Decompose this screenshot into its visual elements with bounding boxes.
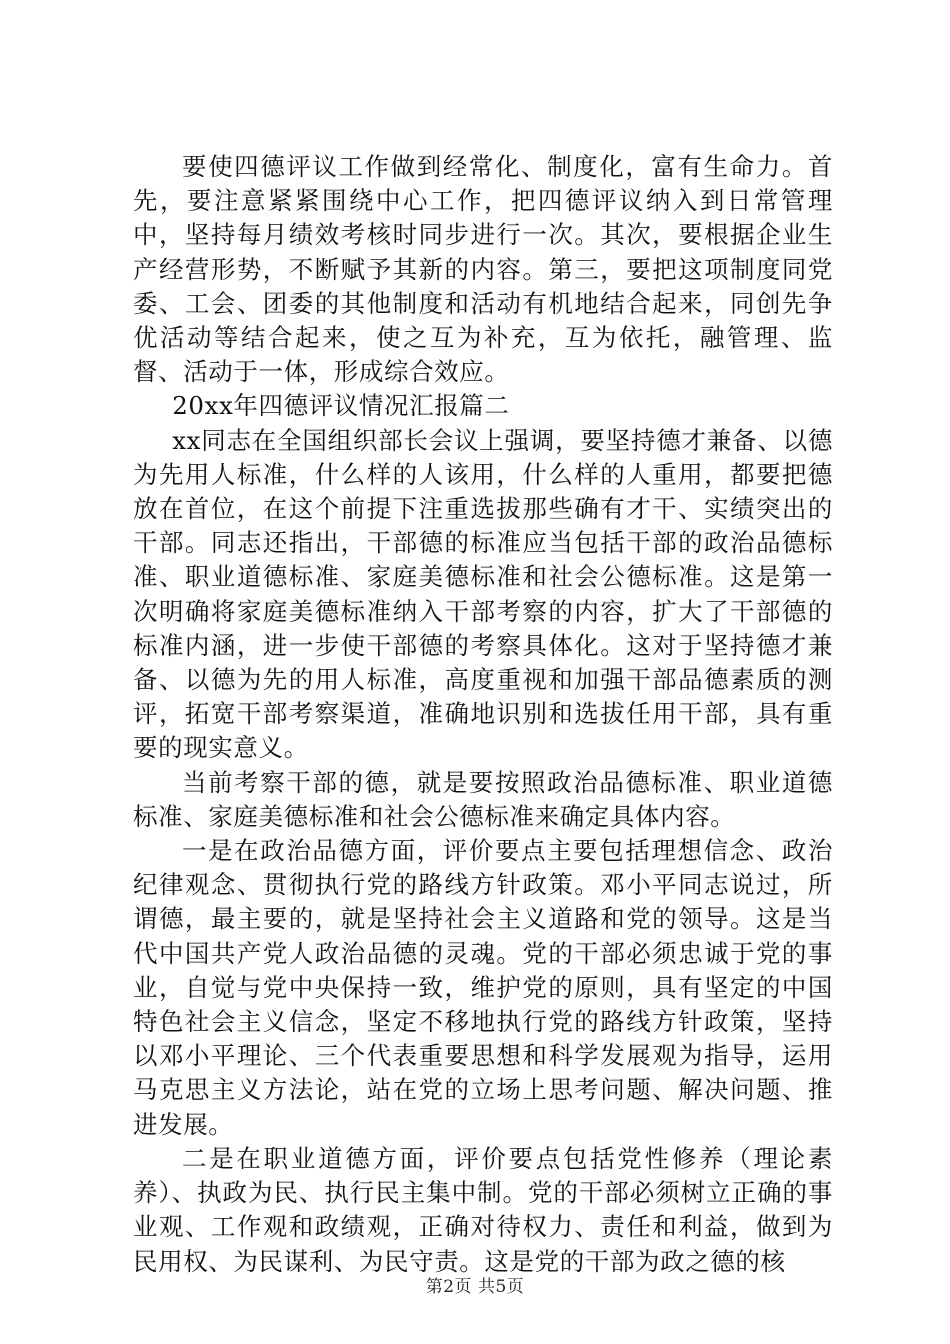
paragraph-cadre-morality-standard: xx同志在全国组织部长会议上强调，要坚持德才兼备、以德为先用人标准，什么样的人该用，什么样的人重用，都要把德放在首位，在这个前提下注重选拔那些确有才干、实绩突出的干部。同志还指出，干部德的标准应当包括干部的政治品德标准、职业道德标准、家庭美德标准和社会公德标准。这是第一次明确将家庭美德标准纳入干部考察的内容，扩大了干部德的标准内涵，进一步使干部德的考察具体化。这对于坚持德才兼备、以德为先的用人标准，高度重视和加强干部品德素质的测评，拓宽干部考察渠道，准确地识别和选拔任用干部，具有重要的现实意义。 — [133, 425, 833, 763]
paragraph-political-morality: 一是在政治品德方面，评价要点主要包括理想信念、政治纪律观念、贯彻执行党的路线方针政策。邓小平同志说过，所谓德，最主要的，就是坚持社会主义道路和党的领导。这是当代中国共产党人政治品德的灵魂。党的干部必须忠诚于党的事业，自觉与党中央保持一致，维护党的原则，具有坚定的中国特色社会主义信念，坚定不移地执行党的路线方针政策，坚持以邓小平理论、三个代表重要思想和科学发展观为指导，运用马克思主义方法论，站在党的立场上思考问题、解决问题、推进发展。 — [133, 836, 833, 1139]
document-body — [133, 150, 833, 1279]
paragraph-professional-ethics: 二是在职业道德方面，评价要点包括党性修养（理论素养）、执政为民、执行民主集中制。党的干部必须树立正确的事业观、工作观和政绩观，正确对待权力、责任和利益，做到为民用权、为民谋利、为民守责。这是党的干部为政之德的核 — [133, 1143, 833, 1276]
section-heading: 20xx年四德评议情况汇报篇二 — [172, 391, 510, 421]
paragraph-current-assessment: 当前考察干部的德，就是要按照政治品德标准、职业道德标准、家庭美德标准和社会公德标准来确定具体内容。 — [133, 767, 833, 831]
paragraph-four-virtues-routine: 要使四德评议工作做到经常化、制度化，富有生命力。首先，要注意紧紧围绕中心工作，把四德评议纳入到日常管理中，坚持每月绩效考核时同步进行一次。其次，要根据企业生产经营形势，不断赋予其新的内容。第三，要把这项制度同党委、工会、团委的其他制度和活动有机地结合起来，同创先争优活动等结合起来，使之互为补充，互为依托，融管理、监督、活动于一体，形成综合效应。 — [133, 152, 833, 387]
page-number-footer: 第2页 共5页 — [425, 1277, 525, 1297]
